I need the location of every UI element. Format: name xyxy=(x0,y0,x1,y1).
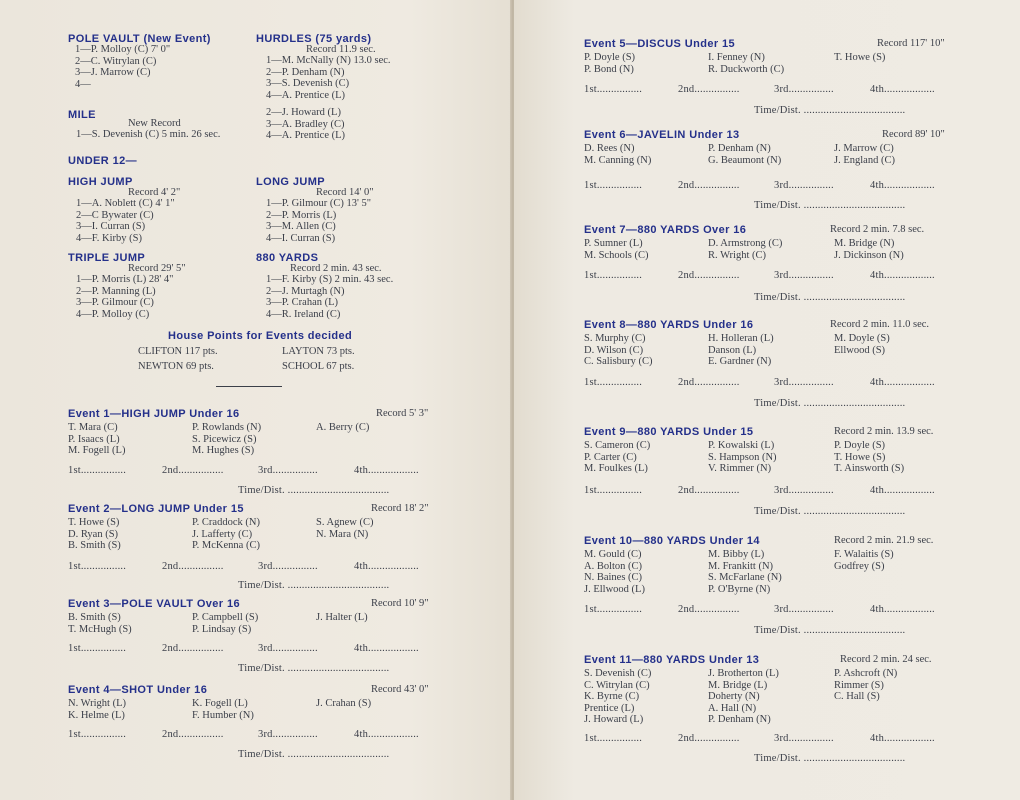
event-8-record: Record 2 min. 11.0 sec. xyxy=(830,319,930,330)
competitor-name: J. England (C) xyxy=(834,154,895,166)
competitor-name: T. Howe (S) xyxy=(68,517,120,528)
competitor-name: T. McHugh (S) xyxy=(68,623,132,635)
house-points-title: House Points for Events decided xyxy=(168,330,353,342)
competitor-name: V. Rimmer (N) xyxy=(708,463,772,474)
event-6-place-fourth: 4th.................. xyxy=(870,180,935,191)
event-6-competitors-2 xyxy=(708,143,781,166)
competitor-name: M. Gould (C) xyxy=(584,549,642,560)
event-10-time-dist: Time/Dist. .................................... xyxy=(754,625,906,636)
event-5-record: Record 117' 10" xyxy=(877,38,945,49)
competitor-name: J. Howard (L) xyxy=(584,714,644,725)
competitor-name: Rimmer (S) xyxy=(834,679,884,691)
result-line: 2—J. Murtagh (N) xyxy=(266,285,345,297)
competitor-name: P. Lindsay (S) xyxy=(192,623,252,635)
event-10-record: Record 2 min. 21.9 sec. xyxy=(834,535,934,546)
pole-vault-new-title: POLE VAULT (New Event) xyxy=(68,33,211,45)
competitor-name: P. Denham (N) xyxy=(708,143,771,154)
competitor-name: Doherty (N) xyxy=(708,691,760,702)
event-1-record: Record 5' 3" xyxy=(376,408,429,419)
result-line: 1—M. McNally (N) 13.0 sec. xyxy=(266,55,391,66)
competitor-name: K. Helme (L) xyxy=(68,709,125,721)
triple-jump-record: Record 29' 5" xyxy=(128,263,186,274)
result-line: 2—C. Witrylan (C) xyxy=(75,55,157,67)
event-6-place-third: 3rd................ xyxy=(774,180,834,191)
triple-jump-results xyxy=(76,274,173,320)
event-9-place-third: 3rd................ xyxy=(774,485,834,496)
event-7-title: Event 7—880 YARDS Over 16 xyxy=(584,224,747,236)
event-6-record: Record 89' 10" xyxy=(882,129,945,140)
event-7-record: Record 2 min. 7.8 sec. xyxy=(830,224,925,235)
competitor-name: S. Cameron (C) xyxy=(584,440,651,451)
competitor-name: P. Denham (N) xyxy=(708,714,771,725)
result-line: 4—P. Molloy (C) xyxy=(76,308,150,320)
result-line: 1—A. Noblett (C) 4' 1" xyxy=(76,198,175,209)
competitor-name: P. Doyle (S) xyxy=(834,440,886,451)
competitor-name: A. Hall (N) xyxy=(708,702,757,714)
event-11-competitors-1 xyxy=(584,668,651,726)
competitor-name: D. Ryan (S) xyxy=(68,528,119,540)
event-1-competitors-1 xyxy=(68,422,125,457)
event-10-place-third: 3rd................ xyxy=(774,604,834,615)
event-10-place-second: 2nd................ xyxy=(678,604,740,615)
result-line: 3—P. Gilmour (C) xyxy=(76,297,154,308)
high-jump-record: Record 4' 2" xyxy=(128,187,181,198)
under-12-heading: UNDER 12— xyxy=(68,155,138,167)
competitor-name: H. Holleran (L) xyxy=(708,333,774,344)
competitor-name: M. Bibby (L) xyxy=(708,549,765,560)
competitor-name: D. Armstrong (C) xyxy=(708,238,783,249)
mile-title: MILE xyxy=(68,109,96,121)
event-4-competitors-2 xyxy=(192,698,254,721)
right-page xyxy=(514,0,1020,800)
event-1-place-second: 2nd................ xyxy=(162,465,224,476)
competitor-name: C. Witrylan (C) xyxy=(584,679,650,691)
event-8-competitors-1 xyxy=(584,333,653,368)
event-2-place-third: 3rd................ xyxy=(258,561,318,572)
section-divider xyxy=(216,386,282,387)
competitor-name: S. McFarlane (N) xyxy=(708,572,782,583)
result-line: 3—S. Devenish (C) xyxy=(266,78,350,89)
event-11-place-fourth: 4th.................. xyxy=(870,733,935,744)
competitor-name: E. Gardner (N) xyxy=(708,356,772,367)
competitor-name: N. Baines (C) xyxy=(584,572,643,583)
competitor-name: M. Bridge (N) xyxy=(834,238,895,249)
result-line: 3—P. Crahan (L) xyxy=(266,297,339,308)
house-points-newton: NEWTON 69 pts. xyxy=(138,361,214,372)
high-jump-results xyxy=(76,198,175,244)
competitor-name: S. Murphy (C) xyxy=(584,333,646,344)
event-7-place-first: 1st................ xyxy=(584,270,643,281)
event-9-time-dist: Time/Dist. .................................... xyxy=(754,506,906,517)
event-11-title: Event 11—880 YARDS Under 13 xyxy=(584,654,760,666)
event-11-place-second: 2nd................ xyxy=(678,733,740,744)
competitor-name: M. Canning (N) xyxy=(584,154,652,166)
event-2-title: Event 2—LONG JUMP Under 15 xyxy=(68,503,244,515)
competitor-name: P. Ashcroft (N) xyxy=(834,668,898,679)
event-11-time-dist: Time/Dist. .................................... xyxy=(754,753,906,764)
event-11-place-third: 3rd................ xyxy=(774,733,834,744)
competitor-name: Godfrey (S) xyxy=(834,560,885,572)
long-jump-title: LONG JUMP xyxy=(256,176,325,188)
event-5-place-first: 1st................ xyxy=(584,84,643,95)
competitor-name: G. Beaumont (N) xyxy=(708,154,782,166)
competitor-name: J. Crahan (S) xyxy=(316,698,372,709)
event-3-title: Event 3—POLE VAULT Over 16 xyxy=(68,598,240,610)
event-3-record: Record 10' 9" xyxy=(371,598,429,609)
event-5-title: Event 5—DISCUS Under 15 xyxy=(584,38,736,50)
competitor-name: K. Byrne (C) xyxy=(584,691,640,702)
event-7-competitors-1 xyxy=(584,238,648,261)
competitor-name: P. Sumner (L) xyxy=(584,238,643,249)
event-8-place-first: 1st................ xyxy=(584,377,643,388)
event-4-title: Event 4—SHOT Under 16 xyxy=(68,684,208,696)
event-1-competitors-2 xyxy=(192,422,261,457)
competitor-name: J. Lafferty (C) xyxy=(192,528,253,540)
mile-winner: 1—S. Devenish (C) 5 min. 26 sec. xyxy=(76,129,221,140)
event-4-competitors-1 xyxy=(68,698,126,721)
event-1-place-first: 1st................ xyxy=(68,465,127,476)
event-8-competitors-3 xyxy=(834,333,890,356)
event-1-time-dist: Time/Dist. .................................... xyxy=(238,485,390,496)
hurdles-results xyxy=(266,55,391,101)
hurdles-record: Record 11.9 sec. xyxy=(306,44,376,55)
event-1-title: Event 1—HIGH JUMP Under 16 xyxy=(68,408,240,420)
event-7-place-fourth: 4th.................. xyxy=(870,270,935,281)
house-points-school: SCHOOL 67 pts. xyxy=(282,361,355,372)
result-line: 1—P. Gilmour (C) 13' 5" xyxy=(266,198,372,209)
event-9-place-first: 1st................ xyxy=(584,485,643,496)
competitor-name: A. Bolton (C) xyxy=(584,560,643,572)
pole-vault-new-results xyxy=(75,44,170,90)
competitor-name: T. Ainsworth (S) xyxy=(834,463,905,474)
event-9-title: Event 9—880 YARDS Under 15 xyxy=(584,426,754,438)
event-4-record: Record 43' 0" xyxy=(371,684,429,695)
mile-record: New Record xyxy=(128,118,181,129)
event-8-place-fourth: 4th.................. xyxy=(870,377,935,388)
result-line: 3—I. Curran (S) xyxy=(76,221,146,232)
event-7-competitors-3 xyxy=(834,238,904,261)
competitor-name: F. Walaitis (S) xyxy=(834,549,894,560)
event-7-place-third: 3rd................ xyxy=(774,270,834,281)
event-2-competitors-3 xyxy=(316,517,373,540)
competitor-name: C. Salisbury (C) xyxy=(584,356,653,367)
event-2-place-second: 2nd................ xyxy=(162,561,224,572)
house-points-clifton: CLIFTON 117 pts. xyxy=(138,346,218,357)
competitor-name: K. Fogell (L) xyxy=(192,698,248,709)
event-5-place-fourth: 4th.................. xyxy=(870,84,935,95)
event-3-competitors-2 xyxy=(192,612,258,635)
event-5-place-third: 3rd................ xyxy=(774,84,834,95)
competitor-name: P. Craddock (N) xyxy=(192,517,260,528)
competitor-name: Prentice (L) xyxy=(584,702,635,714)
event-5-competitors-3 xyxy=(834,52,885,64)
competitor-name: T. Howe (S) xyxy=(834,52,886,63)
event-11-record: Record 2 min. 24 sec. xyxy=(840,654,932,665)
competitor-name: J. Dickinson (N) xyxy=(834,249,904,261)
event-11-place-first: 1st................ xyxy=(584,733,643,744)
event-2-place-fourth: 4th.................. xyxy=(354,561,419,572)
competitor-name: J. Halter (L) xyxy=(316,612,368,623)
competitor-name: P. Rowlands (N) xyxy=(192,422,262,433)
event-6-title: Event 6—JAVELIN Under 13 xyxy=(584,129,740,141)
event-10-competitors-2 xyxy=(708,549,782,595)
event-10-title: Event 10—880 YARDS Under 14 xyxy=(584,535,760,547)
event-8-title: Event 8—880 YARDS Under 16 xyxy=(584,319,754,331)
event-5-competitors-2 xyxy=(708,52,784,75)
competitor-name: P. O'Byrne (N) xyxy=(708,583,771,595)
competitor-name: N. Wright (L) xyxy=(68,698,126,709)
competitor-name: J. Ellwood (L) xyxy=(584,583,645,595)
event-9-record: Record 2 min. 13.9 sec. xyxy=(834,426,934,437)
competitor-name: M. Frankitt (N) xyxy=(708,560,774,572)
event-7-place-second: 2nd................ xyxy=(678,270,740,281)
event-2-record: Record 18' 2" xyxy=(371,503,429,514)
event-2-time-dist: Time/Dist. .................................... xyxy=(238,580,390,591)
competitor-name: Danson (L) xyxy=(708,344,757,356)
event-3-place-first: 1st................ xyxy=(68,643,127,654)
event-4-place-second: 2nd................ xyxy=(162,729,224,740)
competitor-name: P. Carter (C) xyxy=(584,451,637,463)
event-9-competitors-1 xyxy=(584,440,650,475)
result-line: 2—J. Howard (L) xyxy=(266,107,341,118)
event-7-competitors-2 xyxy=(708,238,782,261)
result-line: 1—P. Morris (L) 28' 4" xyxy=(76,274,174,285)
event-9-place-fourth: 4th.................. xyxy=(870,485,935,496)
event-1-place-fourth: 4th.................. xyxy=(354,465,419,476)
event-9-competitors-2 xyxy=(708,440,777,475)
event-8-time-dist: Time/Dist. .................................... xyxy=(754,398,906,409)
hurdles-title: HURDLES (75 yards) xyxy=(256,33,372,45)
event-3-place-third: 3rd................ xyxy=(258,643,318,654)
event-8-place-third: 3rd................ xyxy=(774,377,834,388)
competitor-name: R. Duckworth (C) xyxy=(708,63,785,75)
result-line: 1—P. Molloy (C) 7' 0" xyxy=(75,44,171,55)
event-6-competitors-1 xyxy=(584,143,651,166)
competitor-name: Ellwood (S) xyxy=(834,344,886,356)
result-line: 4—F. Kirby (S) xyxy=(76,232,142,244)
event-1-place-third: 3rd................ xyxy=(258,465,318,476)
competitor-name: F. Humber (N) xyxy=(192,709,254,721)
long-jump-results xyxy=(266,198,371,244)
competitor-name: P. Campbell (S) xyxy=(192,612,259,623)
event-3-time-dist: Time/Dist. .................................... xyxy=(238,663,390,674)
event-7-time-dist: Time/Dist. .................................... xyxy=(754,292,906,303)
event-5-place-second: 2nd................ xyxy=(678,84,740,95)
event-11-competitors-2 xyxy=(708,668,779,726)
event-3-competitors-3 xyxy=(316,612,368,624)
event-10-place-fourth: 4th.................. xyxy=(870,604,935,615)
event-3-place-fourth: 4th.................. xyxy=(354,643,419,654)
event-6-place-second: 2nd................ xyxy=(678,180,740,191)
competitor-name: S. Hampson (N) xyxy=(708,451,777,463)
result-line: 1—F. Kirby (S) 2 min. 43 sec. xyxy=(266,274,394,285)
competitor-name: S. Devenish (C) xyxy=(584,668,652,679)
event-9-competitors-3 xyxy=(834,440,904,475)
competitor-name: P. Doyle (S) xyxy=(584,52,636,63)
competitor-name: M. Schools (C) xyxy=(584,249,649,261)
competitor-name: C. Hall (S) xyxy=(834,691,880,702)
event-3-competitors-1 xyxy=(68,612,132,635)
high-jump-title: HIGH JUMP xyxy=(68,176,133,188)
event-5-time-dist: Time/Dist. .................................... xyxy=(754,105,906,116)
competitor-name: J. Brotherton (L) xyxy=(708,668,779,679)
result-line: 2—P. Manning (L) xyxy=(76,285,156,297)
competitor-name: P. Bond (N) xyxy=(584,63,634,75)
competitor-name: J. Marrow (C) xyxy=(834,143,894,154)
competitor-name: N. Mara (N) xyxy=(316,528,369,540)
event-10-competitors-3 xyxy=(834,549,894,572)
result-line: 2—P. Morris (L) xyxy=(266,209,337,221)
competitor-name: M. Foulkes (L) xyxy=(584,463,648,474)
result-line: 3—J. Marrow (C) xyxy=(75,67,151,78)
result-line: 4—R. Ireland (C) xyxy=(266,308,341,320)
event-8-competitors-2 xyxy=(708,333,774,368)
event-5-competitors-1 xyxy=(584,52,635,75)
competitor-name: T. Howe (S) xyxy=(834,451,886,463)
competitor-name: R. Wright (C) xyxy=(708,249,767,261)
event-9-place-second: 2nd................ xyxy=(678,485,740,496)
mile-results xyxy=(266,107,345,142)
competitor-name: B. Smith (S) xyxy=(68,612,121,623)
result-line: 2—C Bywater (C) xyxy=(76,209,154,221)
event-3-place-second: 2nd................ xyxy=(162,643,224,654)
result-line: 2—P. Denham (N) xyxy=(266,66,345,78)
competitor-name: D. Wilson (C) xyxy=(584,344,644,356)
result-line: 4—A. Prentice (L) xyxy=(266,89,346,101)
competitor-name: M. Fogell (L) xyxy=(68,445,126,456)
house-points-layton: LAYTON 73 pts. xyxy=(282,346,355,357)
event-2-place-first: 1st................ xyxy=(68,561,127,572)
competitor-name: A. Berry (C) xyxy=(316,422,370,433)
yards-880-record: Record 2 min. 43 sec. xyxy=(290,263,382,274)
event-4-competitors-3 xyxy=(316,698,371,710)
triple-jump-title: TRIPLE JUMP xyxy=(68,252,146,264)
competitor-name: S. Agnew (C) xyxy=(316,517,374,528)
event-2-competitors-2 xyxy=(192,517,260,552)
yards-880-results xyxy=(266,274,393,320)
result-line: 3—A. Bradley (C) xyxy=(266,118,345,130)
competitor-name: M. Hughes (S) xyxy=(192,445,255,456)
event-6-time-dist: Time/Dist. .................................... xyxy=(754,200,906,211)
result-line: 4—A. Prentice (L) xyxy=(266,130,346,141)
event-4-place-first: 1st................ xyxy=(68,729,127,740)
event-8-place-second: 2nd................ xyxy=(678,377,740,388)
competitor-name: M. Doyle (S) xyxy=(834,333,890,344)
long-jump-record: Record 14' 0" xyxy=(316,187,374,198)
event-6-competitors-3 xyxy=(834,143,895,166)
competitor-name: T. Mara (C) xyxy=(68,422,118,433)
event-11-competitors-3 xyxy=(834,668,897,703)
event-4-place-third: 3rd................ xyxy=(258,729,318,740)
event-10-place-first: 1st................ xyxy=(584,604,643,615)
yards-880-title: 880 YARDS xyxy=(256,252,319,264)
competitor-name: I. Fenney (N) xyxy=(708,52,765,63)
event-4-time-dist: Time/Dist. .................................... xyxy=(238,749,390,760)
competitor-name: P. Kowalski (L) xyxy=(708,440,775,451)
competitor-name: S. Picewicz (S) xyxy=(192,433,257,445)
competitor-name: P. Isaacs (L) xyxy=(68,433,120,445)
event-10-competitors-1 xyxy=(584,549,645,595)
result-line: 4—I. Curran (S) xyxy=(266,232,336,244)
result-line: 3—M. Allen (C) xyxy=(266,221,336,232)
competitor-name: M. Bridge (L) xyxy=(708,679,768,691)
result-line: 4— xyxy=(75,78,91,90)
competitor-name: D. Rees (N) xyxy=(584,143,635,154)
event-2-competitors-1 xyxy=(68,517,121,552)
event-4-place-fourth: 4th.................. xyxy=(354,729,419,740)
competitor-name: B. Smith (S) xyxy=(68,540,121,551)
competitor-name: P. McKenna (C) xyxy=(192,540,260,551)
event-1-competitors-3 xyxy=(316,422,369,434)
event-6-place-first: 1st................ xyxy=(584,180,643,191)
